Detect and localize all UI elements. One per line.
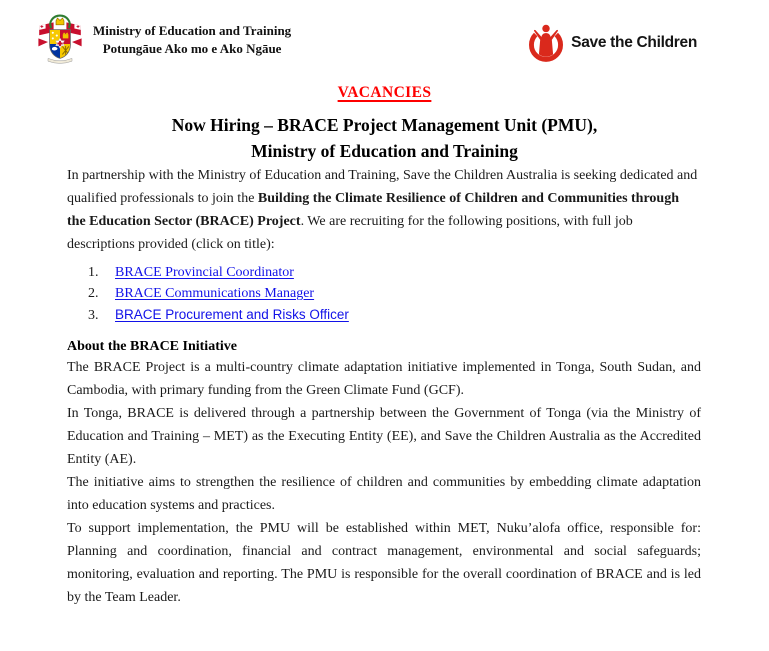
position-item: [88, 283, 701, 304]
page-title: [0, 112, 769, 164]
save-the-children-branding: [526, 21, 697, 65]
position-number: 2.: [88, 286, 99, 301]
ministry-branding: [36, 12, 291, 68]
intro-project-name: Building the Climate Resilience of Children and Communities through the Education Sector (BRACE) Project: [67, 191, 679, 229]
about-heading: About the BRACE Initiative: [67, 339, 237, 354]
tonga-coat-of-arms-icon: [36, 12, 84, 68]
save-the-children-wordmark: Save the Children: [571, 34, 697, 51]
position-link-communications-manager[interactable]: BRACE Communications Manager: [115, 286, 315, 301]
vacancies-heading: VACANCIES: [337, 84, 432, 101]
position-link-procurement-risks-officer[interactable]: BRACE Procurement and Risks Officer: [115, 307, 349, 322]
about-paragraph-1: The BRACE Project is a multi-country climate adaptation initiative implemented in Tonga, South Sudan, and Cambodia, with primary funding from the Green Climate Fund (GCF).: [67, 360, 701, 398]
position-link-provincial-coordinator[interactable]: BRACE Provincial Coordinator: [115, 265, 294, 280]
title-line-2: Ministry of Education and Training: [251, 141, 518, 161]
ministry-name-english: Ministry of Education and Training: [93, 23, 292, 38]
position-number: 3.: [88, 308, 99, 323]
positions-list: [67, 262, 701, 326]
position-item: [88, 262, 701, 283]
document-body: [0, 164, 769, 609]
ministry-name-tongan: Potungāue Ako mo e Ako Ngāue: [102, 41, 282, 56]
vacancies-heading-row: [0, 83, 769, 103]
document-header: [0, 0, 769, 68]
position-number: 1.: [88, 265, 99, 280]
ministry-title-block: [93, 22, 291, 58]
about-paragraph-3: The initiative aims to strengthen the resilience of children and communities by embedding climate adaptation into education systems and practices.: [67, 475, 701, 513]
about-paragraph-2: In Tonga, BRACE is delivered through a partnership between the Government of Tonga (via the Ministry of Education and Training – MET) as the Executing Entity (EE), and Save the Children Australia as the Accredited Entity (AE).: [67, 406, 701, 467]
about-paragraph-4: To support implementation, the PMU will be established within MET, Nuku’alofa office, responsible for: Planning and coordination, financial and contract management, environmental and social safeguards; monitoring, evaluation and reporting. The PMU is responsible for the overall coordination of BRACE and is led by the Team Leader.: [67, 521, 701, 605]
intro-text-post: . We are recruiting for the following positions, with full job descriptions provided (click on title):: [67, 214, 633, 252]
position-item: [88, 304, 701, 326]
intro-paragraph: [67, 164, 701, 256]
intro-text-pre: In partnership with the Ministry of Education and Training, Save the Children Australia is seeking dedicated and qualified professionals to join the: [67, 168, 698, 206]
title-line-1: Now Hiring – BRACE Project Management Unit (PMU),: [171, 115, 598, 135]
save-the-children-logo-icon: [526, 21, 566, 65]
